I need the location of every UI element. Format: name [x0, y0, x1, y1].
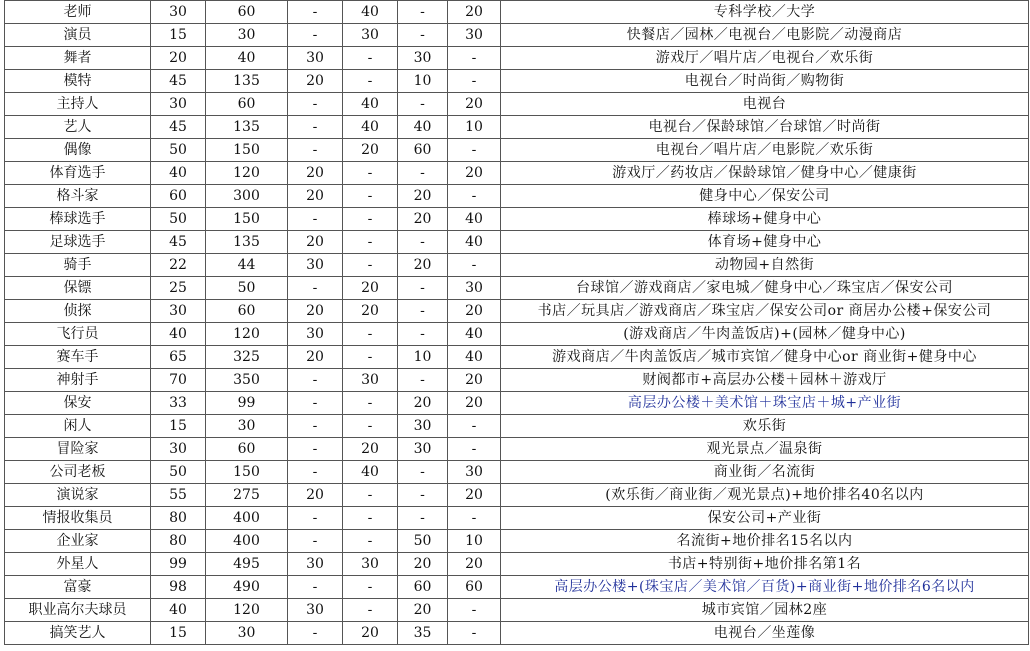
job-name-cell: 足球选手: [5, 231, 151, 254]
requirement-cell: 欢乐街: [501, 415, 1029, 438]
value-2-cell: 300: [206, 185, 288, 208]
value-2-cell: 490: [206, 576, 288, 599]
stat-a-cell: -: [288, 507, 343, 530]
stat-c-cell: -: [398, 93, 448, 116]
value-2-cell: 44: [206, 254, 288, 277]
value-1-cell: 40: [151, 599, 206, 622]
stat-c-cell: 10: [398, 70, 448, 93]
job-name-cell: 保安: [5, 392, 151, 415]
stat-d-cell: 20: [448, 93, 501, 116]
value-1-cell: 15: [151, 622, 206, 645]
stat-a-cell: -: [288, 461, 343, 484]
job-name-cell: 骑手: [5, 254, 151, 277]
stat-d-cell: -: [448, 139, 501, 162]
stat-c-cell: 30: [398, 415, 448, 438]
stat-a-cell: 20: [288, 300, 343, 323]
stat-b-cell: 40: [343, 1, 398, 24]
table-row: [5, 116, 1029, 139]
table-row: [5, 300, 1029, 323]
stat-c-cell: 10: [398, 346, 448, 369]
requirement-cell: 健身中心／保安公司: [501, 185, 1029, 208]
job-name-cell: 偶像: [5, 139, 151, 162]
value-2-cell: 150: [206, 461, 288, 484]
stat-d-cell: 10: [448, 116, 501, 139]
stat-a-cell: -: [288, 622, 343, 645]
stat-c-cell: 20: [398, 254, 448, 277]
stat-a-cell: 20: [288, 70, 343, 93]
stat-d-cell: -: [448, 47, 501, 70]
stat-c-cell: -: [398, 277, 448, 300]
table-row: [5, 622, 1029, 645]
stat-b-cell: -: [343, 231, 398, 254]
stat-b-cell: -: [343, 323, 398, 346]
table-row: [5, 70, 1029, 93]
stat-d-cell: 20: [448, 369, 501, 392]
job-name-cell: 飞行员: [5, 323, 151, 346]
job-name-cell: 体育选手: [5, 162, 151, 185]
requirement-cell: 财阀都市+高层办公楼＋园林＋游戏厅: [501, 369, 1029, 392]
stat-b-cell: -: [343, 415, 398, 438]
value-2-cell: 135: [206, 231, 288, 254]
stat-c-cell: -: [398, 300, 448, 323]
stat-b-cell: -: [343, 599, 398, 622]
value-1-cell: 40: [151, 162, 206, 185]
stat-c-cell: 60: [398, 139, 448, 162]
requirement-cell: 观光景点／温泉街: [501, 438, 1029, 461]
job-name-cell: 主持人: [5, 93, 151, 116]
table-row: [5, 484, 1029, 507]
value-1-cell: 80: [151, 530, 206, 553]
value-2-cell: 60: [206, 300, 288, 323]
stat-d-cell: 20: [448, 553, 501, 576]
value-2-cell: 40: [206, 47, 288, 70]
value-1-cell: 22: [151, 254, 206, 277]
table-row: [5, 507, 1029, 530]
stat-b-cell: 40: [343, 116, 398, 139]
job-name-cell: 公司老板: [5, 461, 151, 484]
stat-b-cell: -: [343, 185, 398, 208]
stat-b-cell: 20: [343, 300, 398, 323]
job-name-cell: 舞者: [5, 47, 151, 70]
stat-d-cell: 20: [448, 392, 501, 415]
table-row: [5, 323, 1029, 346]
stat-c-cell: -: [398, 1, 448, 24]
job-name-cell: 模特: [5, 70, 151, 93]
job-name-cell: 棒球选手: [5, 208, 151, 231]
stat-d-cell: 20: [448, 162, 501, 185]
job-name-cell: 演说家: [5, 484, 151, 507]
stat-c-cell: -: [398, 461, 448, 484]
table-row: [5, 599, 1029, 622]
value-2-cell: 400: [206, 507, 288, 530]
stat-c-cell: -: [398, 369, 448, 392]
stat-a-cell: -: [288, 392, 343, 415]
value-1-cell: 99: [151, 553, 206, 576]
stat-a-cell: -: [288, 576, 343, 599]
table-row: [5, 185, 1029, 208]
job-name-cell: 企业家: [5, 530, 151, 553]
requirement-cell: 书店／玩具店／游戏商店／珠宝店／保安公司or 商居办公楼+保安公司: [501, 300, 1029, 323]
stat-d-cell: -: [448, 185, 501, 208]
job-name-cell: 赛车手: [5, 346, 151, 369]
value-2-cell: 60: [206, 438, 288, 461]
requirement-cell: 电视台／保龄球馆／台球馆／时尚街: [501, 116, 1029, 139]
requirement-cell: 名流街+地价排名15名以内: [501, 530, 1029, 553]
value-1-cell: 98: [151, 576, 206, 599]
requirement-cell: 棒球场+健身中心: [501, 208, 1029, 231]
stat-d-cell: 40: [448, 208, 501, 231]
stat-d-cell: -: [448, 622, 501, 645]
job-name-cell: 职业高尔夫球员: [5, 599, 151, 622]
stat-d-cell: 40: [448, 231, 501, 254]
value-1-cell: 30: [151, 300, 206, 323]
value-1-cell: 25: [151, 277, 206, 300]
stat-d-cell: 40: [448, 323, 501, 346]
value-2-cell: 120: [206, 162, 288, 185]
stat-d-cell: -: [448, 70, 501, 93]
stat-c-cell: 30: [398, 438, 448, 461]
requirement-cell: (游戏商店／牛肉盖饭店)+(园林／健身中心): [501, 323, 1029, 346]
requirement-cell: 电视台／坐莲像: [501, 622, 1029, 645]
job-name-cell: 闲人: [5, 415, 151, 438]
stat-b-cell: 30: [343, 553, 398, 576]
stat-c-cell: 40: [398, 116, 448, 139]
requirement-cell: 书店+特别街+地价排名第1名: [501, 553, 1029, 576]
stat-d-cell: 20: [448, 1, 501, 24]
value-2-cell: 150: [206, 139, 288, 162]
stat-d-cell: 30: [448, 277, 501, 300]
stat-a-cell: -: [288, 24, 343, 47]
value-1-cell: 50: [151, 208, 206, 231]
stat-a-cell: -: [288, 1, 343, 24]
table-row: [5, 47, 1029, 70]
requirement-cell: 保安公司+产业街: [501, 507, 1029, 530]
value-1-cell: 60: [151, 185, 206, 208]
value-1-cell: 65: [151, 346, 206, 369]
value-1-cell: 45: [151, 70, 206, 93]
stat-b-cell: -: [343, 507, 398, 530]
stat-c-cell: 50: [398, 530, 448, 553]
value-1-cell: 30: [151, 1, 206, 24]
stat-a-cell: -: [288, 369, 343, 392]
value-1-cell: 80: [151, 507, 206, 530]
table-row: [5, 139, 1029, 162]
requirement-cell: 动物园+自然街: [501, 254, 1029, 277]
stat-a-cell: 20: [288, 231, 343, 254]
value-1-cell: 50: [151, 461, 206, 484]
stat-a-cell: -: [288, 415, 343, 438]
requirement-cell: 商业街／名流街: [501, 461, 1029, 484]
table-row: [5, 576, 1029, 599]
stat-b-cell: -: [343, 530, 398, 553]
value-2-cell: 120: [206, 323, 288, 346]
value-1-cell: 55: [151, 484, 206, 507]
stat-a-cell: -: [288, 277, 343, 300]
job-name-cell: 侦探: [5, 300, 151, 323]
requirement-cell: 台球馆／游戏商店／家电城／健身中心／珠宝店／保安公司: [501, 277, 1029, 300]
stat-d-cell: 30: [448, 461, 501, 484]
stat-c-cell: -: [398, 507, 448, 530]
stat-d-cell: 20: [448, 484, 501, 507]
stat-a-cell: -: [288, 139, 343, 162]
stat-b-cell: 20: [343, 622, 398, 645]
job-name-cell: 情报收集员: [5, 507, 151, 530]
stat-b-cell: 20: [343, 277, 398, 300]
stat-c-cell: 20: [398, 599, 448, 622]
stat-a-cell: 30: [288, 599, 343, 622]
stat-b-cell: -: [343, 254, 398, 277]
value-2-cell: 60: [206, 1, 288, 24]
stat-d-cell: -: [448, 599, 501, 622]
job-name-cell: 保镖: [5, 277, 151, 300]
stat-c-cell: 20: [398, 208, 448, 231]
table-row: [5, 461, 1029, 484]
stat-a-cell: -: [288, 93, 343, 116]
stat-b-cell: -: [343, 47, 398, 70]
stat-a-cell: -: [288, 116, 343, 139]
stat-b-cell: 40: [343, 461, 398, 484]
table-row: [5, 24, 1029, 47]
stat-a-cell: 30: [288, 47, 343, 70]
requirement-cell: 体育场+健身中心: [501, 231, 1029, 254]
value-2-cell: 350: [206, 369, 288, 392]
table-row: [5, 162, 1029, 185]
job-name-cell: 演员: [5, 24, 151, 47]
stat-b-cell: -: [343, 70, 398, 93]
value-2-cell: 325: [206, 346, 288, 369]
job-requirements-table: [4, 0, 1029, 645]
stat-c-cell: -: [398, 162, 448, 185]
table-row: [5, 231, 1029, 254]
value-2-cell: 150: [206, 208, 288, 231]
stat-c-cell: 20: [398, 392, 448, 415]
requirement-cell: (欢乐街／商业街／观光景点)+地价排名40名以内: [501, 484, 1029, 507]
value-2-cell: 135: [206, 116, 288, 139]
value-2-cell: 30: [206, 24, 288, 47]
stat-b-cell: -: [343, 162, 398, 185]
requirement-cell: 高层办公楼+(珠宝店／美术馆／百货)+商业街+地价排名6名以内: [501, 576, 1029, 599]
table-body: [5, 1, 1029, 645]
job-name-cell: 老师: [5, 1, 151, 24]
value-2-cell: 50: [206, 277, 288, 300]
job-name-cell: 神射手: [5, 369, 151, 392]
stat-b-cell: 40: [343, 93, 398, 116]
value-2-cell: 400: [206, 530, 288, 553]
requirement-cell: 游戏厅／唱片店／电视台／欢乐街: [501, 47, 1029, 70]
requirement-cell: 高层办公楼＋美术馆＋珠宝店＋城+产业街: [501, 392, 1029, 415]
requirement-cell: 快餐店／园林／电视台／电影院／动漫商店: [501, 24, 1029, 47]
job-name-cell: 艺人: [5, 116, 151, 139]
job-name-cell: 格斗家: [5, 185, 151, 208]
value-1-cell: 70: [151, 369, 206, 392]
value-1-cell: 33: [151, 392, 206, 415]
stat-c-cell: -: [398, 24, 448, 47]
value-2-cell: 135: [206, 70, 288, 93]
table-row: [5, 254, 1029, 277]
value-1-cell: 30: [151, 438, 206, 461]
value-1-cell: 15: [151, 24, 206, 47]
stat-c-cell: 60: [398, 576, 448, 599]
stat-a-cell: -: [288, 438, 343, 461]
table-row: [5, 93, 1029, 116]
value-2-cell: 120: [206, 599, 288, 622]
stat-a-cell: 20: [288, 346, 343, 369]
job-name-cell: 外星人: [5, 553, 151, 576]
stat-d-cell: 10: [448, 530, 501, 553]
value-2-cell: 495: [206, 553, 288, 576]
value-1-cell: 45: [151, 116, 206, 139]
stat-a-cell: 30: [288, 323, 343, 346]
stat-d-cell: -: [448, 415, 501, 438]
value-2-cell: 30: [206, 622, 288, 645]
stat-c-cell: 35: [398, 622, 448, 645]
stat-d-cell: 30: [448, 24, 501, 47]
stat-d-cell: 20: [448, 300, 501, 323]
table-row: [5, 438, 1029, 461]
stat-b-cell: -: [343, 346, 398, 369]
stat-b-cell: -: [343, 576, 398, 599]
table-row: [5, 1, 1029, 24]
job-name-cell: 冒险家: [5, 438, 151, 461]
job-name-cell: 搞笑艺人: [5, 622, 151, 645]
stat-c-cell: 30: [398, 47, 448, 70]
table-row: [5, 553, 1029, 576]
requirement-cell: 电视台: [501, 93, 1029, 116]
stat-c-cell: 20: [398, 553, 448, 576]
value-2-cell: 60: [206, 93, 288, 116]
table-row: [5, 208, 1029, 231]
stat-b-cell: 20: [343, 438, 398, 461]
stat-a-cell: 20: [288, 185, 343, 208]
requirement-cell: 城市宾馆／园林2座: [501, 599, 1029, 622]
job-name-cell: 富豪: [5, 576, 151, 599]
value-1-cell: 15: [151, 415, 206, 438]
stat-b-cell: -: [343, 484, 398, 507]
table-row: [5, 415, 1029, 438]
stat-d-cell: 40: [448, 346, 501, 369]
requirement-cell: 专科学校／大学: [501, 1, 1029, 24]
stat-a-cell: -: [288, 208, 343, 231]
stat-c-cell: -: [398, 231, 448, 254]
stat-a-cell: 30: [288, 254, 343, 277]
value-2-cell: 99: [206, 392, 288, 415]
table-row: [5, 530, 1029, 553]
value-1-cell: 45: [151, 231, 206, 254]
stat-c-cell: -: [398, 323, 448, 346]
stat-d-cell: -: [448, 438, 501, 461]
requirement-cell: 游戏厅／药妆店／保龄球馆／健身中心／健康街: [501, 162, 1029, 185]
stat-c-cell: 20: [398, 185, 448, 208]
stat-a-cell: 30: [288, 553, 343, 576]
value-1-cell: 30: [151, 93, 206, 116]
table-row: [5, 346, 1029, 369]
stat-a-cell: 20: [288, 162, 343, 185]
requirement-cell: 电视台／唱片店／电影院／欢乐街: [501, 139, 1029, 162]
value-2-cell: 30: [206, 415, 288, 438]
value-1-cell: 40: [151, 323, 206, 346]
table-row: [5, 277, 1029, 300]
requirement-cell: 电视台／时尚街／购物街: [501, 70, 1029, 93]
value-1-cell: 50: [151, 139, 206, 162]
stat-d-cell: -: [448, 254, 501, 277]
stat-b-cell: -: [343, 392, 398, 415]
stat-b-cell: -: [343, 208, 398, 231]
table-row: [5, 392, 1029, 415]
stat-d-cell: 60: [448, 576, 501, 599]
stat-a-cell: -: [288, 530, 343, 553]
value-2-cell: 275: [206, 484, 288, 507]
table-row: [5, 369, 1029, 392]
stat-d-cell: -: [448, 507, 501, 530]
stat-a-cell: 20: [288, 484, 343, 507]
stat-c-cell: -: [398, 484, 448, 507]
requirement-cell: 游戏商店／牛肉盖饭店／城市宾馆／健身中心or 商业街+健身中心: [501, 346, 1029, 369]
value-1-cell: 20: [151, 47, 206, 70]
stat-b-cell: 20: [343, 139, 398, 162]
stat-b-cell: 30: [343, 24, 398, 47]
stat-b-cell: 30: [343, 369, 398, 392]
